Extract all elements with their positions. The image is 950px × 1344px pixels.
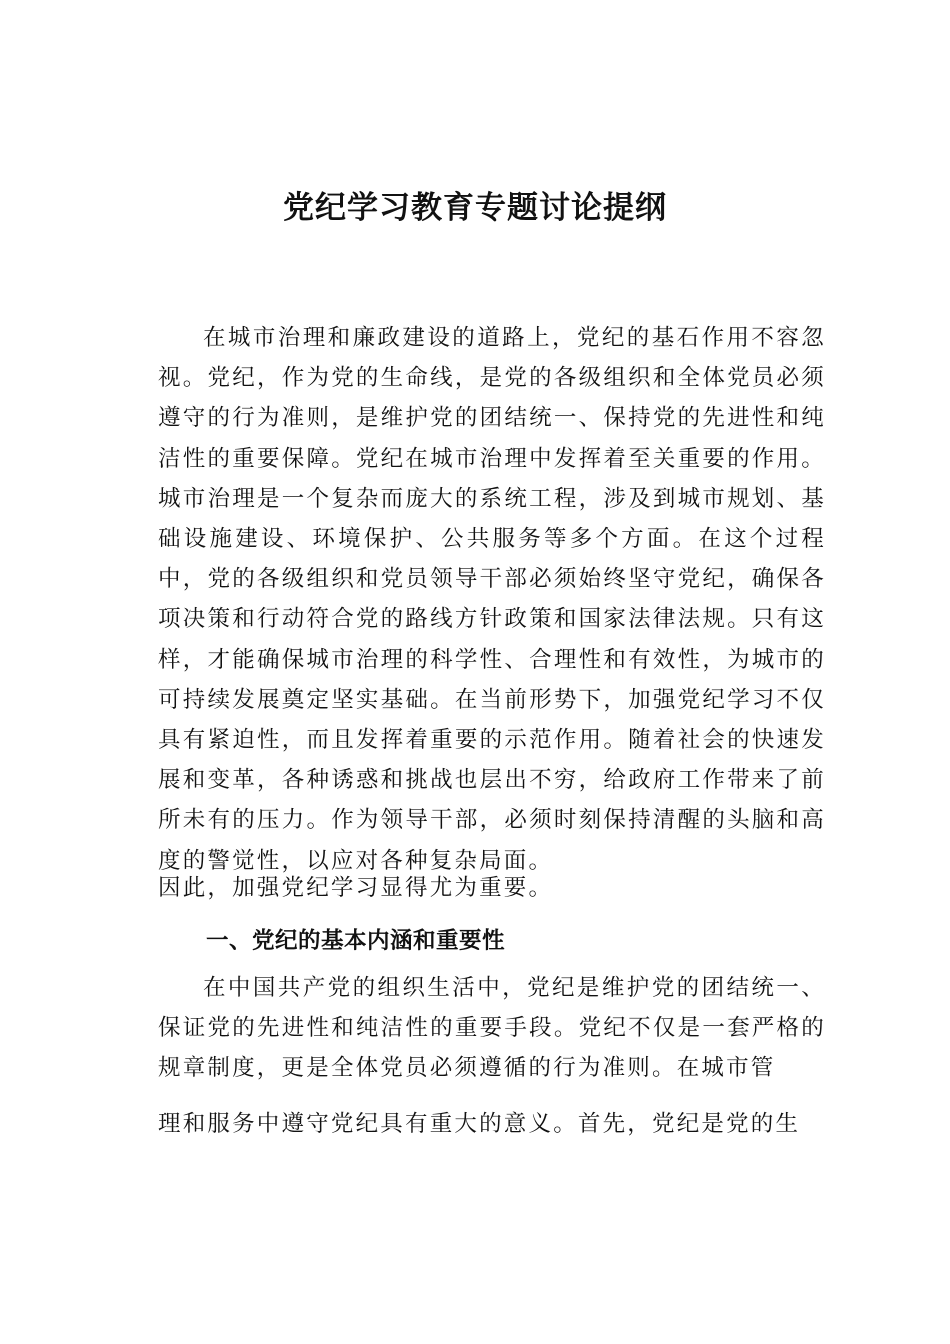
body-paragraph: 在中国共产党的组织生活中，党纪是维护党的团结统一、保证党的先进性和纯洁性的重要手段。党纪不仅是一套严格的规章制度，更是全体党员必须遵循的行为准则。在城市管 [158, 975, 826, 1082]
body-paragraph: 在城市治理和廉政建设的道路上，党纪的基石作用不容忽视。党纪，作为党的生命线，是党的各级组织和全体党员必须遵守的行为准则，是维护党的团结统一、保持党的先进性和纯洁性的重要保障。党纪在城市治理中发挥着至关重要的作用。城市治理是一个复杂而庞大的系统工程，涉及到城市规划、基础设施建设、环境保护、公共服务等多个方面。在这个过程中，党的各级组织和党员领导干部必须始终坚守党纪，确保各项决策和行动符合党的路线方针政策和国家法律法规。只有这样，才能确保城市治理的科学性、合理性和有效性，为城市的可持续发展奠定坚实基础。在当前形势下，加强党纪学习不仅具有紧迫性，而且发挥着重要的示范作用。随着社会的快速发展和变革，各种诱惑和挑战也层出不穷，给政府工作带来了前所未有的压力。作为领导干部，必须时刻保持清醒的头脑和高度的警觉性，以应对各种复杂局面。 [158, 325, 826, 874]
section-heading: 一、党纪的基本内涵和重要性 [206, 928, 506, 954]
body-paragraph: 理和服务中遵守党纪具有重大的意义。首先，党纪是党的生 [158, 1111, 801, 1137]
body-paragraph: 因此，加强党纪学习显得尤为重要。 [158, 875, 554, 901]
document-title: 党纪学习教育专题讨论提纲 [283, 190, 667, 226]
